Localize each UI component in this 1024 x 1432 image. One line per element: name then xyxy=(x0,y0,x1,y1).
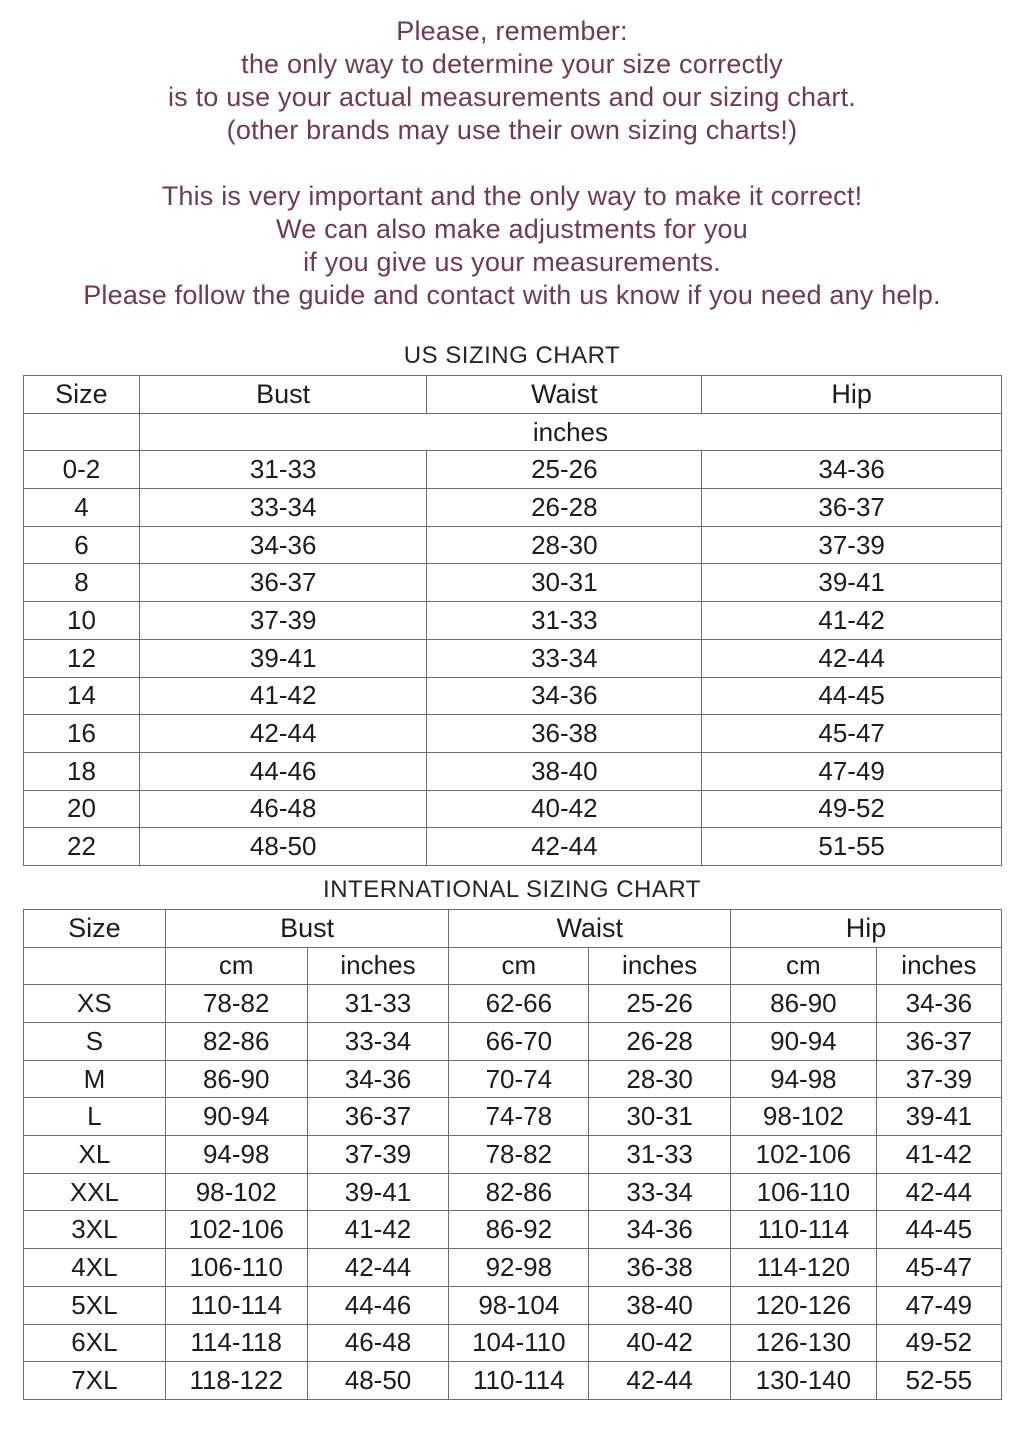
waist-in-cell: 25-26 xyxy=(589,985,731,1023)
size-cell: XL xyxy=(24,1136,166,1174)
bust-cm-cell: 102-106 xyxy=(165,1211,307,1249)
bust-in-cell: 31-33 xyxy=(307,985,449,1023)
waist-cell: 33-34 xyxy=(427,639,702,677)
bust-cell: 36-37 xyxy=(139,564,427,602)
waist-in-cell: 36-38 xyxy=(589,1249,731,1287)
waist-cm-cell: 70-74 xyxy=(449,1060,589,1098)
intro-line: Please, remember: xyxy=(396,16,628,46)
hip-in-cell: 41-42 xyxy=(876,1136,1001,1174)
bust-cm-cell: 90-94 xyxy=(165,1098,307,1136)
waist-cell: 25-26 xyxy=(427,451,702,489)
waist-in-cell: 40-42 xyxy=(589,1324,731,1362)
bust-cm-cell: 106-110 xyxy=(165,1249,307,1287)
hip-cm-cell: 126-130 xyxy=(731,1324,877,1362)
size-cell: 6XL xyxy=(24,1324,166,1362)
hip-cm-cell: 98-102 xyxy=(731,1098,877,1136)
waist-cm-cell: 82-86 xyxy=(449,1173,589,1211)
waist-cm-cell: 92-98 xyxy=(449,1249,589,1287)
us-size-row xyxy=(24,752,1002,790)
waist-in-cell: 30-31 xyxy=(589,1098,731,1136)
intro-line: is to use your actual measurements and our sizing chart. xyxy=(167,82,857,112)
bust-cell: 42-44 xyxy=(139,715,427,753)
hip-in-cell: 49-52 xyxy=(876,1324,1001,1362)
intro-paragraph-1 xyxy=(0,15,1024,147)
hip-cell: 47-49 xyxy=(702,752,1002,790)
hip-in-cell: 36-37 xyxy=(876,1023,1001,1061)
unit-label-inches: inches xyxy=(876,947,1001,985)
size-cell: 18 xyxy=(24,752,140,790)
column-header-hip: Hip xyxy=(702,376,1002,414)
bust-cm-cell: 114-118 xyxy=(165,1324,307,1362)
size-cell: 0-2 xyxy=(24,451,140,489)
size-cell: 4 xyxy=(24,489,140,527)
us-chart-title: US SIZING CHART xyxy=(403,342,621,369)
waist-in-cell: 34-36 xyxy=(589,1211,731,1249)
bust-cm-cell: 86-90 xyxy=(165,1060,307,1098)
intl-unit-row xyxy=(24,947,1002,985)
intro-line: This is very important and the only way to make it correct! xyxy=(161,181,863,211)
hip-cm-cell: 114-120 xyxy=(731,1249,877,1287)
hip-cell: 37-39 xyxy=(702,526,1002,564)
bust-cm-cell: 98-102 xyxy=(165,1173,307,1211)
bust-cm-cell: 94-98 xyxy=(165,1136,307,1174)
hip-cell: 42-44 xyxy=(702,639,1002,677)
waist-cm-cell: 98-104 xyxy=(449,1286,589,1324)
intl-size-row xyxy=(24,1249,1002,1287)
waist-cm-cell: 66-70 xyxy=(449,1023,589,1061)
hip-in-cell: 44-45 xyxy=(876,1211,1001,1249)
hip-cell: 34-36 xyxy=(702,451,1002,489)
intl-size-row xyxy=(24,1023,1002,1061)
waist-cell: 31-33 xyxy=(427,602,702,640)
unit-label-cm: cm xyxy=(449,947,589,985)
hip-cell: 44-45 xyxy=(702,677,1002,715)
intl-size-row xyxy=(24,1098,1002,1136)
hip-cm-cell: 94-98 xyxy=(731,1060,877,1098)
hip-cell: 36-37 xyxy=(702,489,1002,527)
intl-size-row xyxy=(24,1211,1002,1249)
waist-cell: 26-28 xyxy=(427,489,702,527)
bust-cell: 39-41 xyxy=(139,639,427,677)
intl-size-row xyxy=(24,1362,1002,1400)
bust-cell: 31-33 xyxy=(139,451,427,489)
intro-paragraph-2 xyxy=(0,180,1024,312)
waist-cell: 30-31 xyxy=(427,564,702,602)
column-header-size: Size xyxy=(24,909,166,947)
empty-cell xyxy=(24,413,140,451)
bust-in-cell: 36-37 xyxy=(307,1098,449,1136)
unit-label-cm: cm xyxy=(731,947,877,985)
intro-line: We can also make adjustments for you xyxy=(276,214,748,244)
size-cell: 16 xyxy=(24,715,140,753)
hip-cm-cell: 86-90 xyxy=(731,985,877,1023)
intro-line: the only way to determine your size correctly xyxy=(241,49,783,79)
us-size-row xyxy=(24,489,1002,527)
us-header-row xyxy=(24,376,1002,414)
column-header-size: Size xyxy=(24,376,140,414)
bust-cell: 41-42 xyxy=(139,677,427,715)
hip-in-cell: 45-47 xyxy=(876,1249,1001,1287)
bust-in-cell: 48-50 xyxy=(307,1362,449,1400)
column-header-hip: Hip xyxy=(731,909,1002,947)
intro-note xyxy=(0,0,1024,312)
us-size-row xyxy=(24,451,1002,489)
hip-in-cell: 39-41 xyxy=(876,1098,1001,1136)
hip-in-cell: 42-44 xyxy=(876,1173,1001,1211)
us-size-row xyxy=(24,715,1002,753)
hip-cm-cell: 120-126 xyxy=(731,1286,877,1324)
size-cell: 6 xyxy=(24,526,140,564)
international-sizing-table xyxy=(23,909,1002,1400)
us-size-row xyxy=(24,828,1002,866)
hip-cell: 49-52 xyxy=(702,790,1002,828)
column-header-bust: Bust xyxy=(139,376,427,414)
bust-in-cell: 39-41 xyxy=(307,1173,449,1211)
size-cell: M xyxy=(24,1060,166,1098)
us-size-row xyxy=(24,526,1002,564)
bust-cm-cell: 110-114 xyxy=(165,1286,307,1324)
intro-line: Please follow the guide and contact with us know if you need any help. xyxy=(83,280,941,310)
size-cell: 22 xyxy=(24,828,140,866)
intl-size-row xyxy=(24,1286,1002,1324)
hip-cell: 45-47 xyxy=(702,715,1002,753)
size-cell: 14 xyxy=(24,677,140,715)
hip-cell: 41-42 xyxy=(702,602,1002,640)
size-cell: XXL xyxy=(24,1173,166,1211)
size-cell: 12 xyxy=(24,639,140,677)
bust-in-cell: 46-48 xyxy=(307,1324,449,1362)
bust-cm-cell: 78-82 xyxy=(165,985,307,1023)
waist-cell: 38-40 xyxy=(427,752,702,790)
hip-cm-cell: 102-106 xyxy=(731,1136,877,1174)
unit-label-cm: cm xyxy=(165,947,307,985)
waist-in-cell: 33-34 xyxy=(589,1173,731,1211)
bust-in-cell: 34-36 xyxy=(307,1060,449,1098)
us-size-row xyxy=(24,790,1002,828)
bust-cell: 34-36 xyxy=(139,526,427,564)
bust-cell: 33-34 xyxy=(139,489,427,527)
bust-cell: 37-39 xyxy=(139,602,427,640)
hip-cm-cell: 110-114 xyxy=(731,1211,877,1249)
bust-cm-cell: 82-86 xyxy=(165,1023,307,1061)
bust-cell: 44-46 xyxy=(139,752,427,790)
bust-cm-cell: 118-122 xyxy=(165,1362,307,1400)
us-size-row xyxy=(24,602,1002,640)
waist-cell: 28-30 xyxy=(427,526,702,564)
bust-in-cell: 37-39 xyxy=(307,1136,449,1174)
us-sizing-table xyxy=(23,375,1002,866)
waist-in-cell: 38-40 xyxy=(589,1286,731,1324)
size-cell: 8 xyxy=(24,564,140,602)
intro-line: (other brands may use their own sizing charts!) xyxy=(226,115,798,145)
size-cell: S xyxy=(24,1023,166,1061)
us-unit-row xyxy=(24,413,1002,451)
size-cell: 3XL xyxy=(24,1211,166,1249)
us-size-row xyxy=(24,639,1002,677)
intl-size-row xyxy=(24,1324,1002,1362)
waist-cell: 42-44 xyxy=(427,828,702,866)
size-cell: 4XL xyxy=(24,1249,166,1287)
bust-in-cell: 33-34 xyxy=(307,1023,449,1061)
waist-cell: 34-36 xyxy=(427,677,702,715)
intl-chart-title: INTERNATIONAL SIZING CHART xyxy=(323,875,701,903)
hip-cm-cell: 90-94 xyxy=(731,1023,877,1061)
waist-cm-cell: 74-78 xyxy=(449,1098,589,1136)
unit-label-inches: inches xyxy=(139,413,1001,451)
us-size-row xyxy=(24,564,1002,602)
waist-cell: 36-38 xyxy=(427,715,702,753)
hip-in-cell: 52-55 xyxy=(876,1362,1001,1400)
hip-in-cell: 47-49 xyxy=(876,1286,1001,1324)
hip-cell: 51-55 xyxy=(702,828,1002,866)
waist-cm-cell: 110-114 xyxy=(449,1362,589,1400)
waist-cm-cell: 78-82 xyxy=(449,1136,589,1174)
hip-cell: 39-41 xyxy=(702,564,1002,602)
bust-cell: 46-48 xyxy=(139,790,427,828)
waist-cm-cell: 62-66 xyxy=(449,985,589,1023)
waist-in-cell: 42-44 xyxy=(589,1362,731,1400)
size-cell: 5XL xyxy=(24,1286,166,1324)
intl-size-row xyxy=(24,1173,1002,1211)
intl-header-row xyxy=(24,909,1002,947)
waist-in-cell: 31-33 xyxy=(589,1136,731,1174)
hip-cm-cell: 130-140 xyxy=(731,1362,877,1400)
bust-in-cell: 44-46 xyxy=(307,1286,449,1324)
unit-label-inches: inches xyxy=(589,947,731,985)
column-header-waist: Waist xyxy=(427,376,702,414)
intro-line: if you give us your measurements. xyxy=(303,247,721,277)
bust-in-cell: 41-42 xyxy=(307,1211,449,1249)
intl-size-row xyxy=(24,1060,1002,1098)
bust-cell: 48-50 xyxy=(139,828,427,866)
waist-cm-cell: 86-92 xyxy=(449,1211,589,1249)
intl-size-row xyxy=(24,1136,1002,1174)
hip-cm-cell: 106-110 xyxy=(731,1173,877,1211)
intl-size-row xyxy=(24,985,1002,1023)
empty-cell xyxy=(24,947,166,985)
waist-in-cell: 26-28 xyxy=(589,1023,731,1061)
hip-in-cell: 37-39 xyxy=(876,1060,1001,1098)
hip-in-cell: 34-36 xyxy=(876,985,1001,1023)
size-cell: XS xyxy=(24,985,166,1023)
waist-cm-cell: 104-110 xyxy=(449,1324,589,1362)
waist-in-cell: 28-30 xyxy=(589,1060,731,1098)
size-cell: 7XL xyxy=(24,1362,166,1400)
column-header-waist: Waist xyxy=(449,909,731,947)
waist-cell: 40-42 xyxy=(427,790,702,828)
us-size-row xyxy=(24,677,1002,715)
unit-label-inches: inches xyxy=(307,947,449,985)
size-cell: 10 xyxy=(24,602,140,640)
column-header-bust: Bust xyxy=(165,909,449,947)
bust-in-cell: 42-44 xyxy=(307,1249,449,1287)
size-cell: 20 xyxy=(24,790,140,828)
size-cell: L xyxy=(24,1098,166,1136)
